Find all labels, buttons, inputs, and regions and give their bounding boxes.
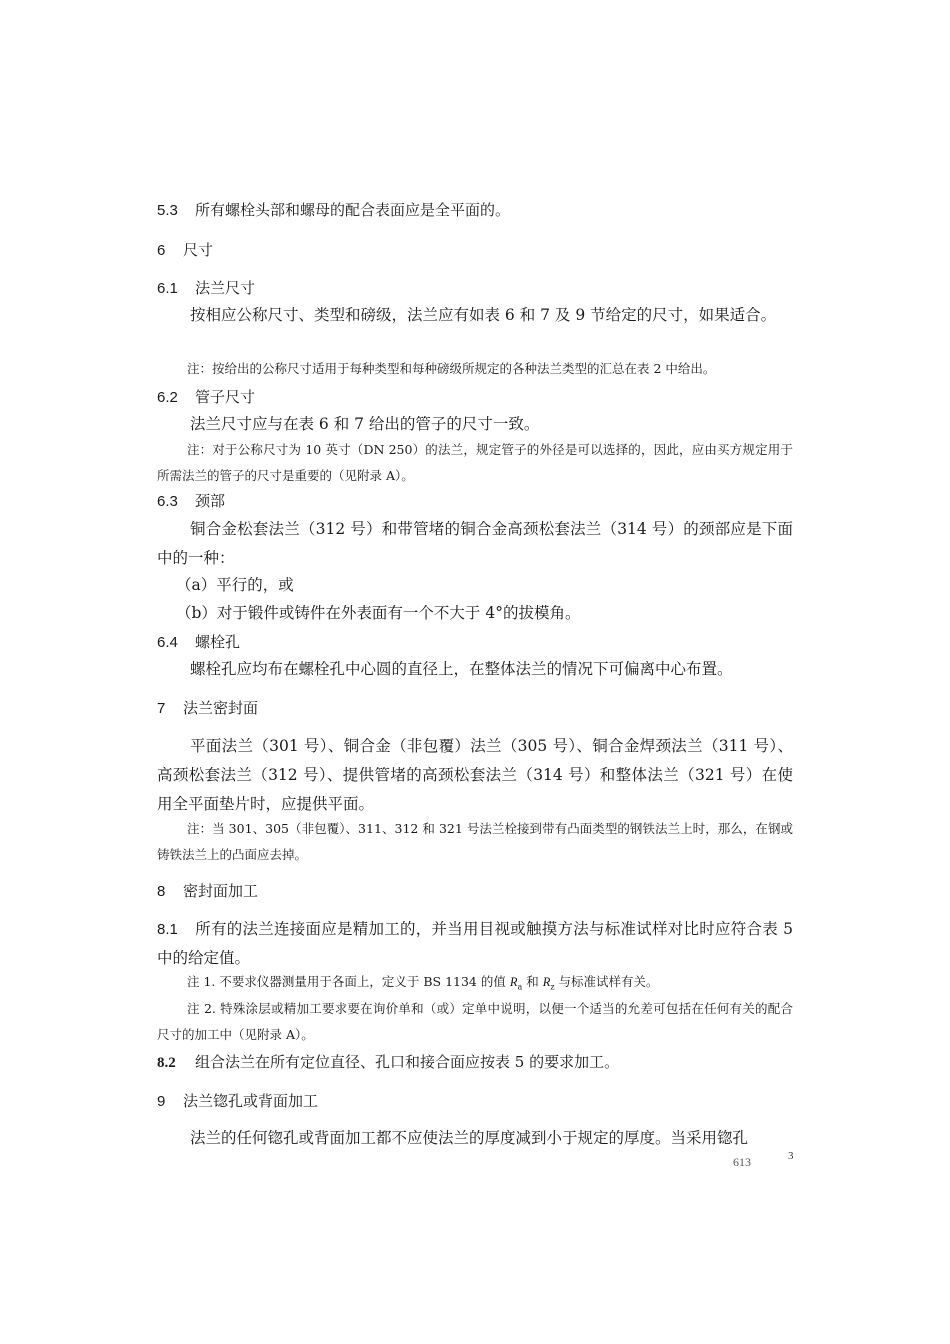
clause-6-4-heading [157,632,793,653]
symbol-r: R [542,975,551,989]
section-7-heading [157,698,793,719]
section-7-note: 注：当 301、305（非包覆）、311、312 和 321 号法兰栓接到带有凸面类型的钢铁法兰上时，那么，在钢或铸铁法兰上的凸面应去掉。 [157,821,793,862]
clause-6-1-heading [157,278,793,299]
clause-8-1-paragraph [157,915,793,973]
subscript-a: a [517,982,523,992]
clause-5-3 [157,200,793,221]
clause-number: 6.1 [157,280,178,297]
section-number: 6 [157,242,166,259]
clause-number: 8.2 [157,1055,176,1071]
note-text: 与标准试样有关。 [554,974,659,989]
clause-number: 6.4 [157,634,178,651]
clause-6-1-paragraph: 按相应公称尺寸、类型和磅级，法兰应有如表 6 和 7 及 9 节给定的尺寸，如果适合。 [190,306,777,324]
clause-6-3-paragraph: 铜合金松套法兰（312 号）和带管堵的铜合金高颈松套法兰（314 号）的颈部应是下面中的一种： [157,520,793,567]
clause-8-2 [157,1052,793,1073]
clipped-page-number: 613 [733,1155,751,1169]
section-9-heading [157,1091,793,1112]
clause-6-4-paragraph: 螺栓孔应均布在螺栓孔中心圆的直径上，在整体法兰的情况下可偏离中心布置。 [190,660,733,678]
symbol-r: R [509,975,518,989]
note-text: 注 1. 不要求仪器测量用于各面上，定义于 BS 1134 的值 [187,974,510,989]
section-7-paragraph: 平面法兰（301 号）、铜合金（非包覆）法兰（305 号）、铜合金焊颈法兰（311 号）、高颈松套法兰（312 号）、提供管堵的高颈松套法兰（314 号）和整体法兰（321 号）在使用全平面垫片时，应提供平面。 [157,737,793,813]
section-6-heading [157,240,793,261]
clause-6-3-item-b: （b）对于锻件或铸件在外表面有一个不大于 4°的拔模角。 [176,604,581,622]
clause-number: 8.1 [157,921,178,938]
section-9-paragraph: 法兰的任何锪孔或背面加工都不应使法兰的厚度减到小于规定的厚度。当采用锪孔 [190,1129,749,1147]
section-8-heading [157,881,793,902]
page-number: 3 [788,1150,794,1162]
clause-text: 所有螺栓头部和螺母的配合表面应是全平面的。 [195,201,511,219]
section-number: 9 [157,1093,166,1110]
section-title: 法兰锪孔或背面加工 [183,1092,319,1110]
clause-number: 5.3 [157,202,178,219]
clause-text: 组合法兰在所有定位直径、孔口和接合面应按表 5 的要求加工。 [195,1053,620,1071]
clause-text: 所有的法兰连接面应是精加工的，并当用目视或触摸方法与标准试样对比时应符合表 5 中的给定值。 [157,920,793,967]
section-title: 尺寸 [183,241,214,259]
clause-6-3-heading [157,491,793,512]
section-title: 密封面加工 [183,882,259,900]
clause-title: 管子尺寸 [195,388,256,406]
clause-6-2-heading [157,387,793,408]
clause-6-1-note: 注：按给出的公称尺寸适用于每种类型和每种磅级所规定的各种法兰类型的汇总在表 2 中给出。 [187,361,716,376]
clause-6-3-item-a: （a）平行的，或 [176,576,294,594]
clause-number: 6.3 [157,493,178,510]
clause-title: 颈部 [195,492,226,510]
clause-6-2-paragraph: 法兰尺寸应与在表 6 和 7 给出的管子的尺寸一致。 [190,415,540,433]
subscript-z: z [550,982,555,992]
section-number: 8 [157,883,166,900]
clause-8-1-note-2: 注 2. 特殊涂层或精加工要求要在询价单和（或）定单中说明，以便一个适当的允差可包括在任何有关的配合尺寸的加工中（见附录 A）。 [157,1001,793,1042]
section-title: 法兰密封面 [183,699,259,717]
clause-title: 螺栓孔 [195,633,241,651]
section-number: 7 [157,700,166,717]
note-text: 和 [522,974,543,989]
clause-title: 法兰尺寸 [195,279,256,297]
clause-6-2-note: 注：对于公称尺寸为 10 英寸（DN 250）的法兰，规定管子的外径是可以选择的，因此，应由买方规定用于所需法兰的管子的尺寸是重要的（见附录 A）。 [157,442,793,483]
clause-number: 6.2 [157,389,178,406]
